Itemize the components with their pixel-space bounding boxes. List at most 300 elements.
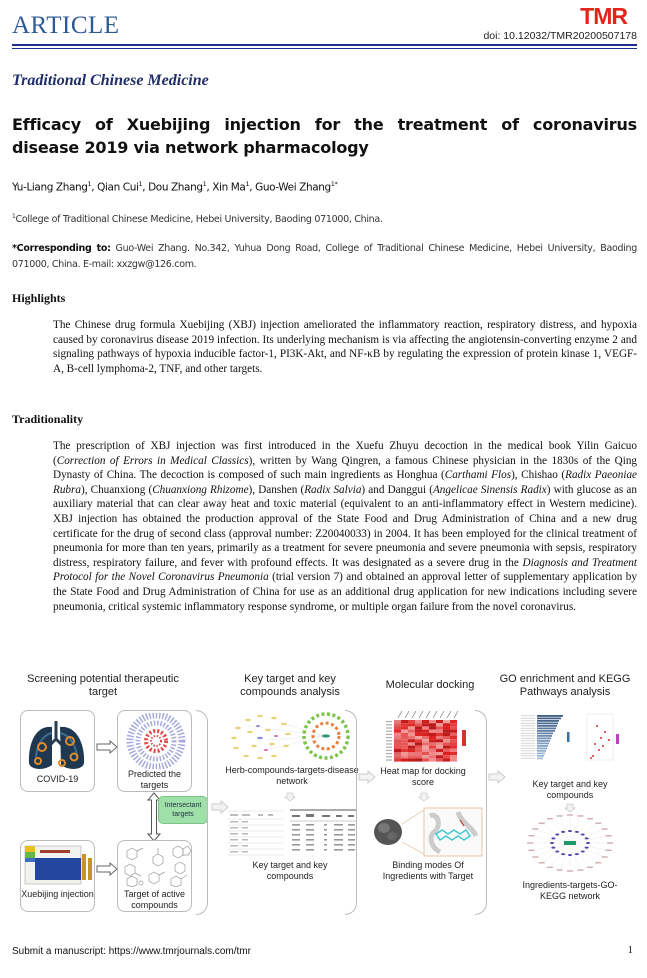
go-bar-label — [521, 753, 535, 754]
arrow-right-icon — [488, 770, 506, 784]
heatmap-cell — [443, 746, 450, 749]
heatmap-cell — [450, 736, 457, 739]
kegg-target-node — [581, 834, 585, 836]
text-segment: ), Danshen ( — [248, 483, 305, 496]
heatmap-row-label — [386, 734, 392, 735]
go-bar-label — [521, 738, 535, 739]
heatmap-legend — [462, 730, 466, 746]
kegg-dot — [600, 737, 602, 739]
heatmap-cell — [429, 733, 436, 736]
go-bar — [537, 740, 550, 742]
binding-mode-illustration — [372, 806, 484, 858]
heatmap-col-label — [433, 711, 437, 718]
heatmap-cell — [401, 749, 408, 752]
kegg-outer-node — [577, 815, 583, 816]
heatmap-cell — [415, 730, 422, 733]
heatmap-cell — [422, 749, 429, 752]
text-segment: ) and Danggui ( — [361, 483, 433, 496]
go-bar — [537, 758, 543, 760]
kegg-dot — [592, 755, 594, 757]
go-bar-label — [521, 730, 535, 731]
go-bar — [537, 718, 561, 720]
drug-package-icon — [22, 844, 95, 886]
go-bar-label — [521, 750, 535, 751]
heatmap-cell — [408, 749, 415, 752]
go-bar — [537, 745, 548, 747]
heatmap-row-label — [386, 756, 392, 757]
heatmap-cell — [450, 746, 457, 749]
corresponding-author — [12, 241, 637, 273]
text-segment: (trial version 7) and obtained an approval letter of supplementary application by the State Food and Drug Administration of China for use as an additional drug application for new indications including severe pneumonia, critical systemic inflammatory response syndrome, or multiple organ failure from the novel coronavirus. — [53, 571, 637, 613]
heatmap-cell — [394, 726, 401, 729]
heatmap-cell — [436, 755, 443, 758]
go-bar-label — [521, 735, 535, 736]
heatmap-cell — [450, 720, 457, 723]
fig-heading-docking: Molecular docking — [385, 679, 475, 691]
heatmap-cell — [450, 723, 457, 726]
go-bar — [537, 723, 558, 725]
heatmap-cell — [429, 758, 436, 761]
arrow-right-icon — [358, 770, 376, 784]
heatmap-cell — [408, 730, 415, 733]
kegg-target-node — [568, 854, 572, 856]
kegg-network-label: Ingredients-targets-GO-KEGG network — [522, 880, 618, 901]
corresponding-text: Guo-Wei Zhang. No.342, Yuhua Dong Road, College of Traditional Chinese Medicine, Hebei University, Baoding 071000, China. E-mail: xxzgw@126.com. — [12, 243, 638, 270]
header-rule-thin — [12, 48, 637, 49]
heatmap-cell — [443, 723, 450, 726]
kegg-edge — [570, 843, 580, 870]
kegg-target-node — [551, 847, 555, 849]
category-label: Traditional Chinese Medicine — [12, 72, 209, 89]
kegg-target-node — [561, 831, 565, 833]
heatmap-cell — [436, 726, 443, 729]
predicted-label: Predicted the targets — [127, 769, 182, 790]
article-label: ARTICLE — [12, 12, 120, 39]
author-sup: 1 — [138, 180, 143, 188]
go-bar-label — [521, 758, 535, 759]
kegg-outer-node — [595, 862, 601, 863]
xuebijing-label: Xuebijing injection — [21, 889, 94, 899]
heatmap-cell — [429, 730, 436, 733]
submit-manuscript-link[interactable]: Submit a manuscript: https://www.tmrjournals.com/tmr — [12, 946, 251, 957]
heatmap-cell — [436, 752, 443, 755]
kegg-outer-node — [602, 856, 608, 857]
kegg-target-node — [551, 837, 555, 839]
heatmap-cell — [450, 752, 457, 755]
heatmap-cell — [450, 755, 457, 758]
heatmap-cell — [401, 755, 408, 758]
affiliation — [12, 213, 383, 225]
kegg-legend — [616, 734, 619, 744]
heatmap-cell — [422, 739, 429, 742]
kegg-outer-node — [607, 842, 613, 843]
fig-heading-screening: Screening potential therapeutic target — [27, 673, 179, 698]
kegg-outer-node — [587, 818, 593, 819]
heatmap-row-label — [386, 724, 392, 725]
page-number: 1 — [627, 944, 633, 956]
herb-network-graph — [228, 710, 358, 762]
author: Qian Cui — [97, 181, 139, 194]
heatmap-cell — [422, 758, 429, 761]
heatmap-cell — [436, 749, 443, 752]
heatmap-col-label — [405, 711, 409, 718]
heatmap-cell — [408, 746, 415, 749]
kegg-edge — [570, 816, 580, 843]
corresponding-label: *Corresponding to: — [12, 243, 111, 254]
heatmap-cell — [450, 749, 457, 752]
doi[interactable]: doi: 10.12032/TMR20200507178 — [483, 30, 637, 42]
go-bar — [537, 725, 557, 727]
go-bar — [537, 728, 556, 730]
heatmap-col-label — [447, 711, 451, 718]
covid-label: COVID-19 — [36, 774, 79, 784]
heatmap-cell — [422, 742, 429, 745]
heatmap-cell — [394, 720, 401, 723]
heatmap-cell — [422, 720, 429, 723]
kegg-outer-node — [587, 867, 593, 868]
heatmap-cell — [436, 758, 443, 761]
heatmap-cell — [422, 726, 429, 729]
heatmap-cell — [408, 736, 415, 739]
heatmap-cell — [429, 742, 436, 745]
heatmap-cell — [394, 723, 401, 726]
kegg-target-node — [555, 834, 559, 836]
kegg-edge — [560, 843, 570, 870]
go-bar — [537, 748, 547, 750]
heatmap-cell — [436, 742, 443, 745]
section-bracket — [345, 710, 357, 915]
heatmap-cell — [394, 736, 401, 739]
heatmap-cell — [422, 736, 429, 739]
kegg-outer-node — [547, 818, 553, 819]
author-list: Yu-Liang Zhang$^1$, Qian Cui$^1$, Dou Zhang$^1$, Xin Ma$^1$, Guo-Wei Zhang$^{1*}$ — [12, 180, 338, 194]
go-bar-label — [521, 755, 535, 756]
target-network-icon — [119, 713, 192, 769]
go-bar-label — [521, 733, 535, 734]
section-bracket — [196, 710, 208, 915]
key-table-label: Key target and key compounds — [252, 860, 328, 881]
go-key-target-label: Key target and key compounds — [532, 779, 608, 800]
xuebijing-box — [20, 840, 95, 912]
traditionality-text — [53, 439, 637, 614]
kegg-target-node — [585, 837, 589, 839]
text-segment: ) with glucose as an auxiliary material that can clear away heat and toxic material (equivalent to an anti-inflammatory effect in Western medicine). XBJ injection has obtained the production approval of the State Food and Drug Administration of China and a new drug certificate for the drug of second class (approval number: Z20040033) in 2004. It has been employed for the clinical treatment of pneumonia for more than ten years, primarily as a treatment for severe pneumonia and severe pneumonia with sepsis, respiratory distress, respiratory failure, and fever with profound effects. It was designated as a severe drug in the — [53, 483, 637, 569]
go-bar-label — [521, 745, 535, 746]
heatmap-cell — [443, 720, 450, 723]
kegg-outer-node — [532, 856, 538, 857]
kegg-outer-node — [606, 850, 612, 851]
heatmap-cell — [394, 742, 401, 745]
heatmap-cell — [443, 742, 450, 745]
heatmap-cell — [443, 749, 450, 752]
covid-box — [20, 710, 95, 792]
italic-term: Carthami Flos — [444, 469, 512, 482]
heatmap-cell — [429, 723, 436, 726]
heatmap-cell — [401, 752, 408, 755]
heatmap-cell — [429, 739, 436, 742]
heatmap-cell — [408, 739, 415, 742]
heatmap-cell — [415, 733, 422, 736]
kegg-outer-node — [527, 842, 533, 843]
heatmap-cell — [415, 752, 422, 755]
chemical-structures-icon — [119, 843, 192, 887]
heatmap-cell — [401, 758, 408, 761]
go-bar — [537, 715, 563, 717]
heatmap-cell — [394, 758, 401, 761]
active-compounds-label: Target of active compounds — [123, 889, 186, 910]
heatmap-cell — [450, 758, 457, 761]
heatmap-cell — [415, 742, 422, 745]
fig-heading-key-target: Key target and key compounds analysis — [240, 673, 340, 698]
kegg-outer-node — [528, 835, 534, 836]
italic-term: Radix Paeoniae Rubra — [53, 469, 638, 496]
paper-title: Efficacy of Xuebijing injection for the treatment of coronavirus disease 2019 via network pharmacology — [12, 115, 637, 157]
go-bar — [537, 743, 549, 745]
heatmap-cell — [436, 746, 443, 749]
heatmap-cell — [394, 733, 401, 736]
heatmap-cell — [401, 720, 408, 723]
heatmap-cell — [450, 739, 457, 742]
heatmap-cell — [401, 746, 408, 749]
kegg-dot — [604, 731, 606, 733]
heatmap-cell — [450, 726, 457, 729]
active-compounds-box — [117, 840, 192, 912]
author-sup: 1 — [87, 180, 92, 188]
go-bar-label — [521, 725, 535, 726]
kegg-target-node — [575, 831, 579, 833]
heatmap-cell — [415, 746, 422, 749]
kegg-outer-node — [567, 814, 573, 815]
kegg-target-node — [585, 847, 589, 849]
go-bar-label — [521, 743, 535, 744]
heatmap-cell — [436, 720, 443, 723]
heatmap-cell — [422, 752, 429, 755]
heatmap-row-label — [386, 753, 392, 754]
go-bar — [537, 738, 551, 740]
arrow-down-icon — [284, 792, 296, 802]
heatmap-row-label — [386, 759, 392, 760]
heatmap-cell — [394, 746, 401, 749]
binding-label: Binding modes Of Ingredients with Target — [382, 860, 474, 881]
kegg-dot — [590, 757, 592, 759]
heatmap-cell — [443, 736, 450, 739]
go-bar-label — [521, 723, 535, 724]
go-bar-label — [521, 718, 535, 719]
heatmap-cell — [436, 723, 443, 726]
kegg-outer-node — [567, 870, 573, 871]
kegg-target-node — [555, 850, 559, 852]
author-sup: 1* — [330, 180, 338, 188]
graphical-abstract — [0, 670, 647, 920]
heatmap-cell — [394, 739, 401, 742]
go-bar — [537, 733, 553, 735]
kegg-target-node — [550, 842, 554, 844]
go-bar-label — [521, 748, 535, 749]
kegg-outer-node — [577, 869, 583, 870]
heatmap-cell — [408, 755, 415, 758]
heatmap-cell — [422, 746, 429, 749]
heatmap-col-label — [454, 711, 458, 718]
kegg-dot-frame — [587, 714, 613, 760]
text-segment: The prescription of XBJ injection was first introduced in the Xuefu Zhuyu decoction in the medical book Yilin Gaicuo ( — [53, 440, 637, 467]
heatmap-cell — [429, 752, 436, 755]
text-segment: ), Chishao ( — [511, 469, 566, 482]
go-bar-label — [521, 728, 535, 729]
heatmap-cell — [422, 733, 429, 736]
kegg-outer-node — [539, 862, 545, 863]
go-bar — [537, 755, 544, 757]
heatmap-row-label — [386, 740, 392, 741]
heatmap-cell — [443, 726, 450, 729]
kegg-dot — [596, 725, 598, 727]
heatmap-cell — [429, 755, 436, 758]
heatmap-row-label — [386, 731, 392, 732]
heatmap-cell — [401, 739, 408, 742]
heatmap-cell — [422, 755, 429, 758]
author: Guo-Wei Zhang — [255, 181, 331, 194]
heatmap-cell — [394, 752, 401, 755]
heatmap-cell — [401, 736, 408, 739]
heatmap-cell — [394, 749, 401, 752]
heatmap-cell — [408, 733, 415, 736]
heatmap-label: Heat map for docking score — [380, 766, 466, 787]
heatmap-row-label — [386, 737, 392, 738]
kegg-outer-node — [595, 823, 601, 824]
heatmap-cell — [429, 720, 436, 723]
go-bar-label — [521, 715, 535, 716]
heatmap-cell — [436, 733, 443, 736]
go-legend — [567, 732, 570, 742]
heatmap-cell — [415, 720, 422, 723]
network-label: Herb-compounds-targets-disease network — [225, 765, 359, 786]
heatmap-cell — [450, 730, 457, 733]
heatmap-cell — [401, 730, 408, 733]
heatmap-cell — [408, 752, 415, 755]
heatmap-cell — [394, 730, 401, 733]
kegg-target-node — [568, 830, 572, 832]
kegg-dot — [602, 745, 604, 747]
heatmap-cell — [450, 733, 457, 736]
fig-heading-go-kegg: GO enrichment and KEGG Pathways analysis — [499, 673, 631, 698]
kegg-outer-node — [532, 828, 538, 829]
heatmap-cell — [408, 758, 415, 761]
kegg-target-node — [561, 853, 565, 855]
kegg-dot — [598, 749, 600, 751]
heatmap-cell — [443, 730, 450, 733]
tmr-logo: TMR — [580, 3, 627, 29]
affiliation-sup: 1 — [12, 213, 16, 220]
heatmap-col-label — [398, 711, 402, 718]
heatmap-cell — [429, 746, 436, 749]
heatmap-row-label — [386, 721, 392, 722]
heatmap-cell — [415, 755, 422, 758]
heatmap-cell — [401, 726, 408, 729]
heatmap-cell — [394, 755, 401, 758]
italic-term: Radix Salvia — [304, 483, 362, 496]
text-segment: ), written by Wang Qingren, a famous Chinese physician in the 1830s of the Qing Dynasty of China. The decoction is composed of such main ingredients as Honghua ( — [53, 454, 638, 482]
section-bracket — [475, 710, 487, 915]
heatmap-cell — [436, 739, 443, 742]
author: Dou Zhang — [148, 181, 203, 194]
italic-term: Angelicae Sinensis Radix — [432, 483, 547, 496]
author-sup: 1 — [202, 180, 207, 188]
heatmap-cell — [415, 739, 422, 742]
traditionality-heading: Traditionality — [12, 412, 84, 426]
heatmap-row-label — [386, 743, 392, 744]
intersectant-targets-badge: Intersectant targets — [158, 796, 208, 824]
heatmap-cell — [422, 723, 429, 726]
author-sup: 1 — [245, 180, 250, 188]
arrow-right-icon — [211, 800, 229, 814]
header-rule — [12, 44, 637, 46]
highlights-heading: Highlights — [12, 291, 66, 305]
kegg-outer-node — [606, 835, 612, 836]
kegg-dot — [608, 739, 610, 741]
kegg-outer-node — [557, 869, 563, 870]
go-bar — [537, 735, 552, 737]
heatmap-col-label — [440, 711, 444, 718]
heatmap-cell — [443, 752, 450, 755]
affiliation-text: College of Traditional Chinese Medicine, Hebei University, Baoding 071000, China. — [15, 214, 383, 226]
kegg-dot — [594, 743, 596, 745]
heatmap-col-label — [426, 711, 430, 718]
heatmap-cell — [408, 720, 415, 723]
italic-term: Chuanxiong Rhizome — [152, 483, 249, 496]
heatmap-row-label — [386, 747, 392, 748]
heatmap-cell — [408, 726, 415, 729]
heatmap-cell — [401, 742, 408, 745]
kegg-target-node — [581, 850, 585, 852]
italic-term: Diagnosis and Treatment Protocol for the Novel Coronavirus Pneumonia — [53, 556, 637, 584]
author: Xin Ma — [212, 181, 246, 194]
heatmap-cell — [450, 742, 457, 745]
kegg-outer-node — [547, 867, 553, 868]
heatmap-cell — [443, 739, 450, 742]
kegg-core-node — [564, 841, 576, 845]
heatmap-cell — [415, 758, 422, 761]
kegg-target-node — [575, 853, 579, 855]
author: Yu-Liang Zhang — [12, 181, 88, 194]
heatmap-col-label — [419, 711, 423, 718]
heatmap-cell — [415, 749, 422, 752]
text-segment: ), Chuanxiong ( — [80, 483, 153, 496]
highlights-text: The Chinese drug formula Xuebijing (XBJ) injection ameliorated the inflammatory reaction, respiratory distress, and hypoxia caused by coronavirus disease 2019 infection. Its underlying mechanism is via affecting the angiotensin-converting enzyme 2 and signaling pathways of hypoxia inducible factor-1, PI3K-Akt, and NF-κB by regulating the expression of protein kinase 1, VEGF-A, B-cell lymphoma-2, TNF, and other targets. — [53, 319, 637, 375]
docking-heatmap — [380, 710, 480, 762]
heatmap-cell — [443, 755, 450, 758]
go-bar — [537, 750, 546, 752]
heatmap-cell — [408, 742, 415, 745]
heatmap-row-label — [386, 750, 392, 751]
heatmap-cell — [401, 723, 408, 726]
arrow-right-icon — [96, 862, 118, 876]
italic-term: Correction of Errors in Medical Classics — [56, 454, 249, 467]
heatmap-cell — [429, 726, 436, 729]
key-target-table — [228, 807, 358, 857]
kegg-network-graph — [525, 812, 615, 874]
heatmap-cell — [408, 723, 415, 726]
kegg-outer-node — [557, 815, 563, 816]
kegg-outer-node — [528, 850, 534, 851]
kegg-target-node — [586, 842, 590, 844]
go-bar-label — [521, 720, 535, 721]
go-bar — [537, 753, 545, 755]
heatmap-cell — [422, 730, 429, 733]
arrow-down-icon — [418, 792, 430, 802]
heatmap-cell — [429, 749, 436, 752]
heatmap-cell — [401, 733, 408, 736]
heatmap-cell — [436, 736, 443, 739]
lungs-icon — [22, 713, 95, 773]
